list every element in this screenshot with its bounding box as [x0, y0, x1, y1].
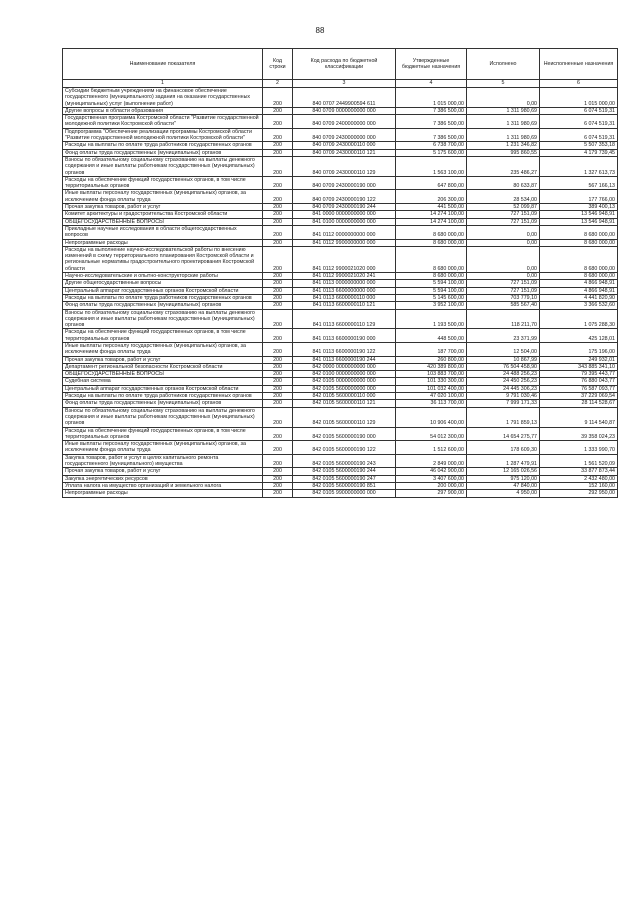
cell-unexecuted: 4 179 739,45	[540, 149, 618, 156]
cell-executed: 23 371,99	[467, 329, 540, 343]
cell-line-code: 200	[263, 441, 293, 455]
cell-classification-code: 842 0105 5600000110 129	[293, 407, 396, 427]
cell-unexecuted: 567 166,13	[540, 176, 618, 190]
cell-line-code: 200	[263, 378, 293, 385]
cell-unexecuted: 8 680 000,00	[540, 239, 618, 246]
header-code: Код строки	[263, 49, 293, 80]
cell-executed: 0,00	[467, 273, 540, 280]
cell-executed: 9 791 030,46	[467, 393, 540, 400]
column-number: 2	[263, 80, 293, 88]
table-row	[63, 211, 618, 218]
cell-name: Фонд оплаты труда государственных (муниципальных) органов	[63, 400, 263, 407]
table-row	[63, 309, 618, 329]
cell-line-code: 200	[263, 280, 293, 287]
cell-executed: 24 450 256,23	[467, 378, 540, 385]
cell-executed: 52 099,87	[467, 204, 540, 211]
cell-approved: 8 680 000,00	[396, 225, 467, 239]
cell-classification-code: 840 0709 2430000110 000	[293, 142, 396, 149]
cell-approved: 36 113 700,00	[396, 400, 467, 407]
cell-approved: 46 042 900,00	[396, 468, 467, 475]
cell-line-code: 200	[263, 107, 293, 114]
cell-classification-code: 841 0113 6600000190 244	[293, 356, 396, 363]
table-row	[63, 176, 618, 190]
cell-name: Прочая закупка товаров, работ и услуг	[63, 468, 263, 475]
cell-name: Расходы на обеспечение функций государственных органов, в том числе территориальных органов	[63, 329, 263, 343]
cell-name: Взносы по обязательному социальному страхованию на выплаты денежного содержания и иные выплаты работникам государственных (муниципальных) органов	[63, 407, 263, 427]
table-row	[63, 239, 618, 246]
header-name: Наименование показателя	[63, 49, 263, 80]
cell-unexecuted: 4 866 948,91	[540, 280, 618, 287]
cell-name: Расходы на выплаты по оплате труда работников государственных органов	[63, 142, 263, 149]
cell-name: Департамент региональной безопасности Костромской области	[63, 363, 263, 370]
cell-line-code: 200	[263, 309, 293, 329]
cell-classification-code: 840 0709 2430000190 244	[293, 204, 396, 211]
column-number-row	[63, 80, 618, 88]
cell-classification-code: 842 0000 0000000000 000	[293, 363, 396, 370]
table-row	[63, 88, 618, 108]
cell-line-code: 200	[263, 156, 293, 176]
cell-classification-code: 840 0709 2430000190 122	[293, 190, 396, 204]
cell-name: Уплата налога на имущество организаций и земельного налога	[63, 482, 263, 489]
cell-unexecuted: 79 395 443,77	[540, 371, 618, 378]
cell-name: Судебная система	[63, 378, 263, 385]
table-row	[63, 356, 618, 363]
cell-name: Иные выплаты персоналу государственных (муниципальных) органов, за исключением фонда оплаты труда	[63, 342, 263, 356]
cell-approved: 5 594 100,00	[396, 287, 467, 294]
cell-approved: 7 386 500,00	[396, 115, 467, 129]
table-row	[63, 385, 618, 392]
cell-unexecuted: 343 885 341,10	[540, 363, 618, 370]
cell-name: Расходы на выплаты по оплате труда работников государственных органов	[63, 393, 263, 400]
cell-unexecuted: 6 074 519,31	[540, 115, 618, 129]
cell-approved: 260 800,00	[396, 356, 467, 363]
cell-name: Прочая закупка товаров, работ и услуг	[63, 204, 263, 211]
cell-executed: 1 311 980,69	[467, 128, 540, 142]
table-row	[63, 128, 618, 142]
cell-line-code: 200	[263, 128, 293, 142]
cell-unexecuted: 1 561 520,09	[540, 454, 618, 468]
cell-approved: 2 849 000,00	[396, 454, 467, 468]
column-number: 3	[293, 80, 396, 88]
cell-approved: 206 300,00	[396, 190, 467, 204]
cell-unexecuted: 389 400,13	[540, 204, 618, 211]
cell-executed: 14 654 275,77	[467, 427, 540, 441]
cell-classification-code: 841 0113 6600000110 121	[293, 302, 396, 309]
cell-name: Центральный аппарат государственных органов Костромской области	[63, 287, 263, 294]
cell-executed: 12 165 026,56	[467, 468, 540, 475]
cell-unexecuted: 4 441 820,90	[540, 294, 618, 301]
cell-unexecuted: 6 074 519,31	[540, 128, 618, 142]
cell-name: Фонд оплаты труда государственных (муниципальных) органов	[63, 149, 263, 156]
cell-executed: 178 609,30	[467, 441, 540, 455]
cell-unexecuted: 177 766,00	[540, 190, 618, 204]
cell-approved: 420 389 800,00	[396, 363, 467, 370]
table-body	[63, 88, 618, 498]
cell-name: Непрограммные расходы	[63, 490, 263, 497]
cell-approved: 3 407 600,00	[396, 475, 467, 482]
table-row	[63, 329, 618, 343]
table-row	[63, 482, 618, 489]
cell-classification-code: 842 0105 5600000190 247	[293, 475, 396, 482]
cell-classification-code: 841 0000 0000000000 000	[293, 211, 396, 218]
cell-unexecuted: 9 114 540,87	[540, 407, 618, 427]
cell-classification-code: 840 0709 2430000000 000	[293, 128, 396, 142]
cell-approved: 8 680 000,00	[396, 273, 467, 280]
cell-approved: 200 000,00	[396, 482, 467, 489]
cell-name: Другие общегосударственные вопросы	[63, 280, 263, 287]
cell-unexecuted: 1 075 288,30	[540, 309, 618, 329]
cell-classification-code: 842 0105 5600000190 243	[293, 454, 396, 468]
table-row	[63, 302, 618, 309]
table-row	[63, 115, 618, 129]
cell-unexecuted: 4 866 948,91	[540, 287, 618, 294]
cell-name: ОБЩЕГОСУДАРСТВЕННЫЕ ВОПРОСЫ	[63, 218, 263, 225]
column-number: 4	[396, 80, 467, 88]
cell-classification-code: 842 0105 5600000110 121	[293, 400, 396, 407]
header-executed: Исполнено	[467, 49, 540, 80]
cell-line-code: 200	[263, 294, 293, 301]
cell-approved: 7 386 500,00	[396, 107, 467, 114]
cell-classification-code: 841 0112 9900000000 000	[293, 239, 396, 246]
cell-executed: 727 151,09	[467, 280, 540, 287]
cell-executed: 24 445 306,23	[467, 385, 540, 392]
cell-executed: 1 311 980,69	[467, 107, 540, 114]
cell-executed: 24 488 256,23	[467, 371, 540, 378]
cell-approved: 7 386 500,00	[396, 128, 467, 142]
table-row	[63, 287, 618, 294]
cell-unexecuted: 6 074 519,31	[540, 107, 618, 114]
cell-classification-code: 840 0709 2430000190 000	[293, 176, 396, 190]
cell-name: Расходы на обеспечение функций государственных органов, в том числе территориальных органов	[63, 427, 263, 441]
budget-execution-table	[62, 48, 618, 498]
cell-line-code: 200	[263, 190, 293, 204]
cell-line-code: 200	[263, 482, 293, 489]
cell-unexecuted: 292 950,00	[540, 490, 618, 497]
cell-unexecuted: 8 680 000,00	[540, 225, 618, 239]
cell-approved: 103 883 700,00	[396, 371, 467, 378]
cell-unexecuted: 37 229 069,54	[540, 393, 618, 400]
cell-executed: 12 504,00	[467, 342, 540, 356]
cell-approved: 1 015 000,00	[396, 88, 467, 108]
table-row	[63, 142, 618, 149]
header-classification: Код расхода по бюджетной классификации	[293, 49, 396, 80]
cell-unexecuted: 76 880 043,77	[540, 378, 618, 385]
header-unexecuted: Неисполненные назначения	[540, 49, 618, 80]
cell-unexecuted: 425 128,01	[540, 329, 618, 343]
table-row	[63, 107, 618, 114]
cell-unexecuted: 1 015 000,00	[540, 88, 618, 108]
cell-classification-code: 842 0105 5600000110 000	[293, 393, 396, 400]
cell-name: Научно-исследовательские и опытно-конструкторские работы	[63, 273, 263, 280]
cell-approved: 54 012 300,00	[396, 427, 467, 441]
cell-line-code: 200	[263, 407, 293, 427]
cell-unexecuted: 175 196,00	[540, 342, 618, 356]
cell-classification-code: 841 0112 9900021020 241	[293, 273, 396, 280]
cell-classification-code: 841 0113 0000000000 000	[293, 280, 396, 287]
cell-line-code: 200	[263, 218, 293, 225]
cell-line-code: 200	[263, 142, 293, 149]
cell-line-code: 200	[263, 468, 293, 475]
cell-executed: 7 999 171,33	[467, 400, 540, 407]
cell-approved: 3 952 100,00	[396, 302, 467, 309]
table-row	[63, 204, 618, 211]
table-row	[63, 468, 618, 475]
cell-approved: 448 500,00	[396, 329, 467, 343]
column-number: 5	[467, 80, 540, 88]
table-row	[63, 427, 618, 441]
cell-classification-code: 841 0113 6600000000 000	[293, 287, 396, 294]
cell-name: Подпрограмма "Обеспечение реализации программы Костромской области "Развитие государственной молодежной политики Костромской области"	[63, 128, 263, 142]
cell-approved: 5 145 600,00	[396, 294, 467, 301]
cell-approved: 8 680 000,00	[396, 239, 467, 246]
cell-classification-code: 840 0709 2430000110 129	[293, 156, 396, 176]
cell-line-code: 200	[263, 176, 293, 190]
cell-approved: 5 594 100,00	[396, 280, 467, 287]
table-row	[63, 490, 618, 497]
cell-approved: 14 274 100,00	[396, 211, 467, 218]
cell-unexecuted: 13 546 948,91	[540, 211, 618, 218]
cell-classification-code: 842 0100 0000000000 000	[293, 371, 396, 378]
cell-name: Расходы на выплаты по оплате труда работников государственных органов	[63, 294, 263, 301]
table-row	[63, 294, 618, 301]
cell-executed: 76 504 458,90	[467, 363, 540, 370]
table-row	[63, 371, 618, 378]
cell-name: Другие вопросы в области образования	[63, 107, 263, 114]
cell-unexecuted: 76 587 093,77	[540, 385, 618, 392]
cell-name: Взносы по обязательному социальному страхованию на выплаты денежного содержания и иные выплаты работникам государственных (муниципальных) органов	[63, 309, 263, 329]
cell-line-code: 200	[263, 454, 293, 468]
cell-approved: 47 020 100,00	[396, 393, 467, 400]
cell-name: Закупка энергетических ресурсов	[63, 475, 263, 482]
cell-line-code: 200	[263, 371, 293, 378]
cell-line-code: 200	[263, 329, 293, 343]
cell-classification-code: 841 0113 6600000110 000	[293, 294, 396, 301]
cell-name: Иные выплаты персоналу государственных (муниципальных) органов, за исключением фонда оплаты труда	[63, 441, 263, 455]
cell-unexecuted: 28 114 528,67	[540, 400, 618, 407]
cell-approved: 10 906 400,00	[396, 407, 467, 427]
cell-approved: 14 274 100,00	[396, 218, 467, 225]
cell-line-code: 200	[263, 225, 293, 239]
column-number: 6	[540, 80, 618, 88]
cell-executed: 1 791 859,13	[467, 407, 540, 427]
cell-line-code: 200	[263, 273, 293, 280]
cell-name: Закупка товаров, работ и услуг в целях капитального ремонта государственного (муниципального) имущества	[63, 454, 263, 468]
cell-line-code: 200	[263, 427, 293, 441]
cell-line-code: 200	[263, 204, 293, 211]
cell-name: Непрограммные расходы	[63, 239, 263, 246]
cell-approved: 1 193 500,00	[396, 309, 467, 329]
table-row	[63, 407, 618, 427]
cell-line-code: 200	[263, 287, 293, 294]
cell-classification-code: 842 0105 0000000000 000	[293, 378, 396, 385]
table-row	[63, 400, 618, 407]
table-row	[63, 149, 618, 156]
cell-unexecuted: 1 333 990,70	[540, 441, 618, 455]
cell-unexecuted: 33 877 873,44	[540, 468, 618, 475]
cell-unexecuted: 249 932,01	[540, 356, 618, 363]
cell-executed: 235 486,27	[467, 156, 540, 176]
cell-executed: 4 950,00	[467, 490, 540, 497]
cell-executed: 0,00	[467, 239, 540, 246]
cell-line-code: 200	[263, 211, 293, 218]
cell-classification-code: 841 0112 0000000000 000	[293, 225, 396, 239]
cell-classification-code: 840 0709 2430000110 121	[293, 149, 396, 156]
cell-executed: 80 633,87	[467, 176, 540, 190]
table-row	[63, 363, 618, 370]
cell-name: Фонд оплаты труда государственных (муниципальных) органов	[63, 302, 263, 309]
cell-classification-code: 840 0707 2449900594 611	[293, 88, 396, 108]
cell-classification-code: 842 0105 9900000000 000	[293, 490, 396, 497]
table-row	[63, 393, 618, 400]
cell-line-code: 200	[263, 363, 293, 370]
cell-approved: 5 175 600,00	[396, 149, 467, 156]
cell-line-code: 200	[263, 385, 293, 392]
cell-line-code: 200	[263, 302, 293, 309]
page-number: 88	[315, 26, 325, 35]
table-row	[63, 280, 618, 287]
cell-unexecuted: 152 160,00	[540, 482, 618, 489]
cell-classification-code: 841 0113 6600000190 000	[293, 329, 396, 343]
cell-line-code: 200	[263, 115, 293, 129]
cell-classification-code: 841 0113 6600000190 122	[293, 342, 396, 356]
cell-executed: 47 840,00	[467, 482, 540, 489]
column-number: 1	[63, 80, 263, 88]
cell-executed: 118 211,70	[467, 309, 540, 329]
header-approved: Утвержденные бюджетные назначения	[396, 49, 467, 80]
cell-line-code: 200	[263, 246, 293, 272]
cell-executed: 1 311 980,69	[467, 115, 540, 129]
table-row	[63, 225, 618, 239]
cell-name: Иные выплаты персоналу государственных (муниципальных) органов, за исключением фонда оплаты труда	[63, 190, 263, 204]
cell-unexecuted: 8 680 000,00	[540, 273, 618, 280]
cell-line-code: 200	[263, 490, 293, 497]
cell-approved: 8 680 000,00	[396, 246, 467, 272]
cell-executed: 975 120,00	[467, 475, 540, 482]
cell-unexecuted: 3 366 532,60	[540, 302, 618, 309]
cell-approved: 6 738 700,00	[396, 142, 467, 149]
cell-executed: 28 534,00	[467, 190, 540, 204]
cell-line-code: 200	[263, 475, 293, 482]
cell-approved: 297 900,00	[396, 490, 467, 497]
cell-executed: 585 567,40	[467, 302, 540, 309]
cell-executed: 727 151,09	[467, 218, 540, 225]
cell-name: Государственная программа Костромской области "Развитие государственной молодежной политики Костромской области"	[63, 115, 263, 129]
cell-line-code: 200	[263, 239, 293, 246]
table-row	[63, 218, 618, 225]
cell-executed: 727 151,09	[467, 287, 540, 294]
cell-unexecuted: 39 358 024,23	[540, 427, 618, 441]
cell-name: Прикладные научные исследования в области общегосударственных вопросов	[63, 225, 263, 239]
cell-approved: 187 700,00	[396, 342, 467, 356]
cell-classification-code: 842 0105 5600000000 000	[293, 385, 396, 392]
cell-name: Комитет архитектуры и градостроительства Костромской области	[63, 211, 263, 218]
cell-classification-code: 841 0100 0000000000 000	[293, 218, 396, 225]
cell-executed: 10 867,99	[467, 356, 540, 363]
cell-executed: 0,00	[467, 88, 540, 108]
cell-executed: 1 287 479,91	[467, 454, 540, 468]
table-row	[63, 273, 618, 280]
cell-classification-code: 842 0105 5600000190 244	[293, 468, 396, 475]
cell-line-code: 200	[263, 393, 293, 400]
cell-executed: 0,00	[467, 225, 540, 239]
cell-line-code: 200	[263, 342, 293, 356]
cell-unexecuted: 13 546 948,91	[540, 218, 618, 225]
cell-name: Расходы на обеспечение функций государственных органов, в том числе территориальных органов	[63, 176, 263, 190]
cell-classification-code: 841 0113 6600000110 129	[293, 309, 396, 329]
cell-approved: 1 563 100,00	[396, 156, 467, 176]
cell-classification-code: 842 0105 5600000190 000	[293, 427, 396, 441]
cell-line-code: 200	[263, 149, 293, 156]
cell-executed: 727 151,09	[467, 211, 540, 218]
table-row	[63, 475, 618, 482]
cell-name: Субсидии бюджетным учреждениям на финансовое обеспечение государственного (муниципального) задания на оказание государственных (муниципальных) услуг (выполнение работ)	[63, 88, 263, 108]
cell-name: Расходы на выполнение научно-исследовательской работы по внесению изменений в схему территориального планирования Костромской области и региональные нормативы градостроительного проектирования Костромской области	[63, 246, 263, 272]
cell-approved: 101 330 300,00	[396, 378, 467, 385]
cell-unexecuted: 5 507 353,18	[540, 142, 618, 149]
cell-classification-code: 842 0105 5600000190 851	[293, 482, 396, 489]
cell-executed: 1 231 346,82	[467, 142, 540, 149]
cell-unexecuted: 8 680 000,00	[540, 246, 618, 272]
table-row	[63, 454, 618, 468]
cell-approved: 101 032 400,00	[396, 385, 467, 392]
table-row	[63, 342, 618, 356]
cell-executed: 703 779,10	[467, 294, 540, 301]
cell-name: Взносы по обязательному социальному страхованию на выплаты денежного содержания и иные выплаты работникам государственных (муниципальных) органов	[63, 156, 263, 176]
cell-line-code: 200	[263, 400, 293, 407]
header-row	[63, 49, 618, 80]
cell-executed: 995 860,55	[467, 149, 540, 156]
cell-approved: 1 512 600,00	[396, 441, 467, 455]
cell-line-code: 200	[263, 356, 293, 363]
cell-name: Центральный аппарат государственных органов Костромской области	[63, 385, 263, 392]
cell-executed: 0,00	[467, 246, 540, 272]
table-row	[63, 378, 618, 385]
cell-name: ОБЩЕГОСУДАРСТВЕННЫЕ ВОПРОСЫ	[63, 371, 263, 378]
table-row	[63, 441, 618, 455]
cell-line-code: 200	[263, 88, 293, 108]
cell-approved: 441 500,00	[396, 204, 467, 211]
cell-approved: 647 800,00	[396, 176, 467, 190]
table-row	[63, 190, 618, 204]
cell-classification-code: 840 0709 2400000000 000	[293, 115, 396, 129]
cell-unexecuted: 1 327 613,73	[540, 156, 618, 176]
cell-name: Прочая закупка товаров, работ и услуг	[63, 356, 263, 363]
cell-classification-code: 840 0709 0000000000 000	[293, 107, 396, 114]
cell-classification-code: 841 0112 9900021020 000	[293, 246, 396, 272]
cell-unexecuted: 2 432 480,00	[540, 475, 618, 482]
table-row	[63, 246, 618, 272]
cell-classification-code: 842 0105 5600000190 122	[293, 441, 396, 455]
table-row	[63, 156, 618, 176]
